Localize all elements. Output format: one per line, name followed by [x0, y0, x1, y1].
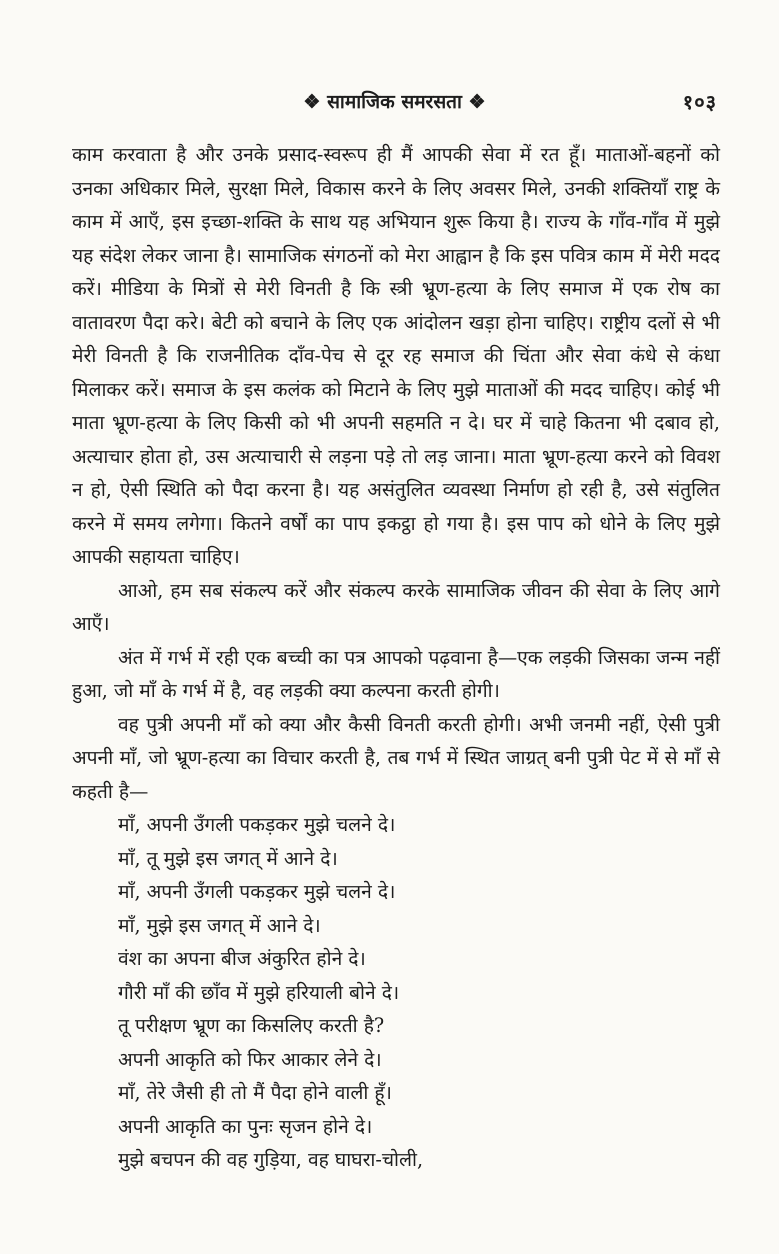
poem-line: माँ, तेरे जैसी ही तो मैं पैदा होने वाली हूँ। — [118, 1081, 392, 1104]
poem-line: तू परीक्षण भ्रूण का किसलिए करती है? — [118, 1014, 385, 1037]
page-number: १०३ — [682, 90, 717, 114]
paragraph: अंत में गर्भ में रही एक बच्ची का पत्र आपको पढ़वाना है—एक लड़की जिसका जन्म नहीं हुआ, जो माँ के गर्भ में है, वह लड़की क्या कल्पना करती होगी। — [72, 645, 720, 702]
page-header — [72, 86, 717, 120]
poem-line: माँ, अपनी उँगली पकड़कर मुझे चलने दे। — [118, 813, 396, 836]
poem-line: माँ, मुझे इस जगत् में आने दे। — [118, 913, 321, 937]
poem-line: अपनी आकृति का पुनः सृजन होने दे। — [118, 1114, 373, 1138]
poem — [72, 808, 720, 1177]
poem-line: माँ, तू मुझे इस जगत् में आने दे। — [118, 846, 338, 870]
poem-line: गौरी माँ की छाँव में मुझे हरियाली बोने दे। — [118, 980, 400, 1004]
body-text — [72, 138, 720, 1177]
running-head: ❖ सामाजिक समरसता ❖ — [303, 91, 486, 113]
poem-line: वंश का अपना बीज अंकुरित होने दे। — [118, 947, 366, 970]
poem-line: मुझे बचपन की वह गुड़िया, वह घाघरा-चोली, — [118, 1148, 424, 1171]
paragraph: काम करवाता है और उनके प्रसाद-स्वरूप ही मैं आपकी सेवा में रत हूँ। माताओं-बहनों को उनका अधिकार मिले, सुरक्षा मिले, विकास करने के लिए अवसर मिले, उनकी शक्तियाँ राष्ट्र के काम में आएँ, इस इच्छा-शक्ति के साथ यह अभियान शुरू किया है। राज्य के गाँव-गाँव में मुझे यह संदेश लेकर जाना है। सामाजिक संगठनों को मेरा आह्वान है कि इस पवित्र काम में मेरी मदद करें। मीडिया के मित्रों से मेरी विनती है कि स्त्री भ्रूण-हत्या के लिए समाज में एक रोष का वातावरण पैदा करे। बेटी को बचाने के लिए एक आंदोलन खड़ा होना चाहिए। राष्ट्रीय दलों से भी मेरी विनती है कि राजनीतिक दाँव-पेच से दूर रह समाज की चिंता और सेवा कंधे से कंधा मिलाकर करें। समाज के इस कलंक को मिटाने के लिए मुझे माताओं की मदद चाहिए। कोई भी माता भ्रूण-हत्या के लिए किसी को भी अपनी सहमति न दे। घर में चाहे कितना भी दबाव हो, अत्याचार होता हो, उस अत्याचारी से लड़ना पड़े तो लड़ जाना। माता भ्रूण-हत्या करने को विवश न हो, ऐसी स्थिति को पैदा करना है। यह असंतुलित व्यवस्था निर्माण हो रही है, उसे संतुलित करने में समय लगेगा। कितने वर्षों का पाप इकट्ठा हो गया है। इस पाप को धोने के लिए मुझे आपकी सहायता चाहिए। — [72, 143, 721, 568]
poem-line: माँ, अपनी उँगली पकड़कर मुझे चलने दे। — [118, 880, 396, 903]
paragraph: वह पुत्री अपनी माँ को क्या और कैसी विनती करती होगी। अभी जनमी नहीं, ऐसी पुत्री अपनी माँ, जो भ्रूण-हत्या का विचार करती है, तब गर्भ में स्थित जाग्रत् बनी पुत्री पेट में से माँ से कहती है— — [72, 712, 720, 803]
poem-line: अपनी आकृति को फिर आकार लेने दे। — [118, 1047, 382, 1071]
paragraph: आओ, हम सब संकल्प करें और संकल्प करके सामाजिक जीवन की सेवा के लिए आगे आएँ। — [72, 578, 720, 635]
